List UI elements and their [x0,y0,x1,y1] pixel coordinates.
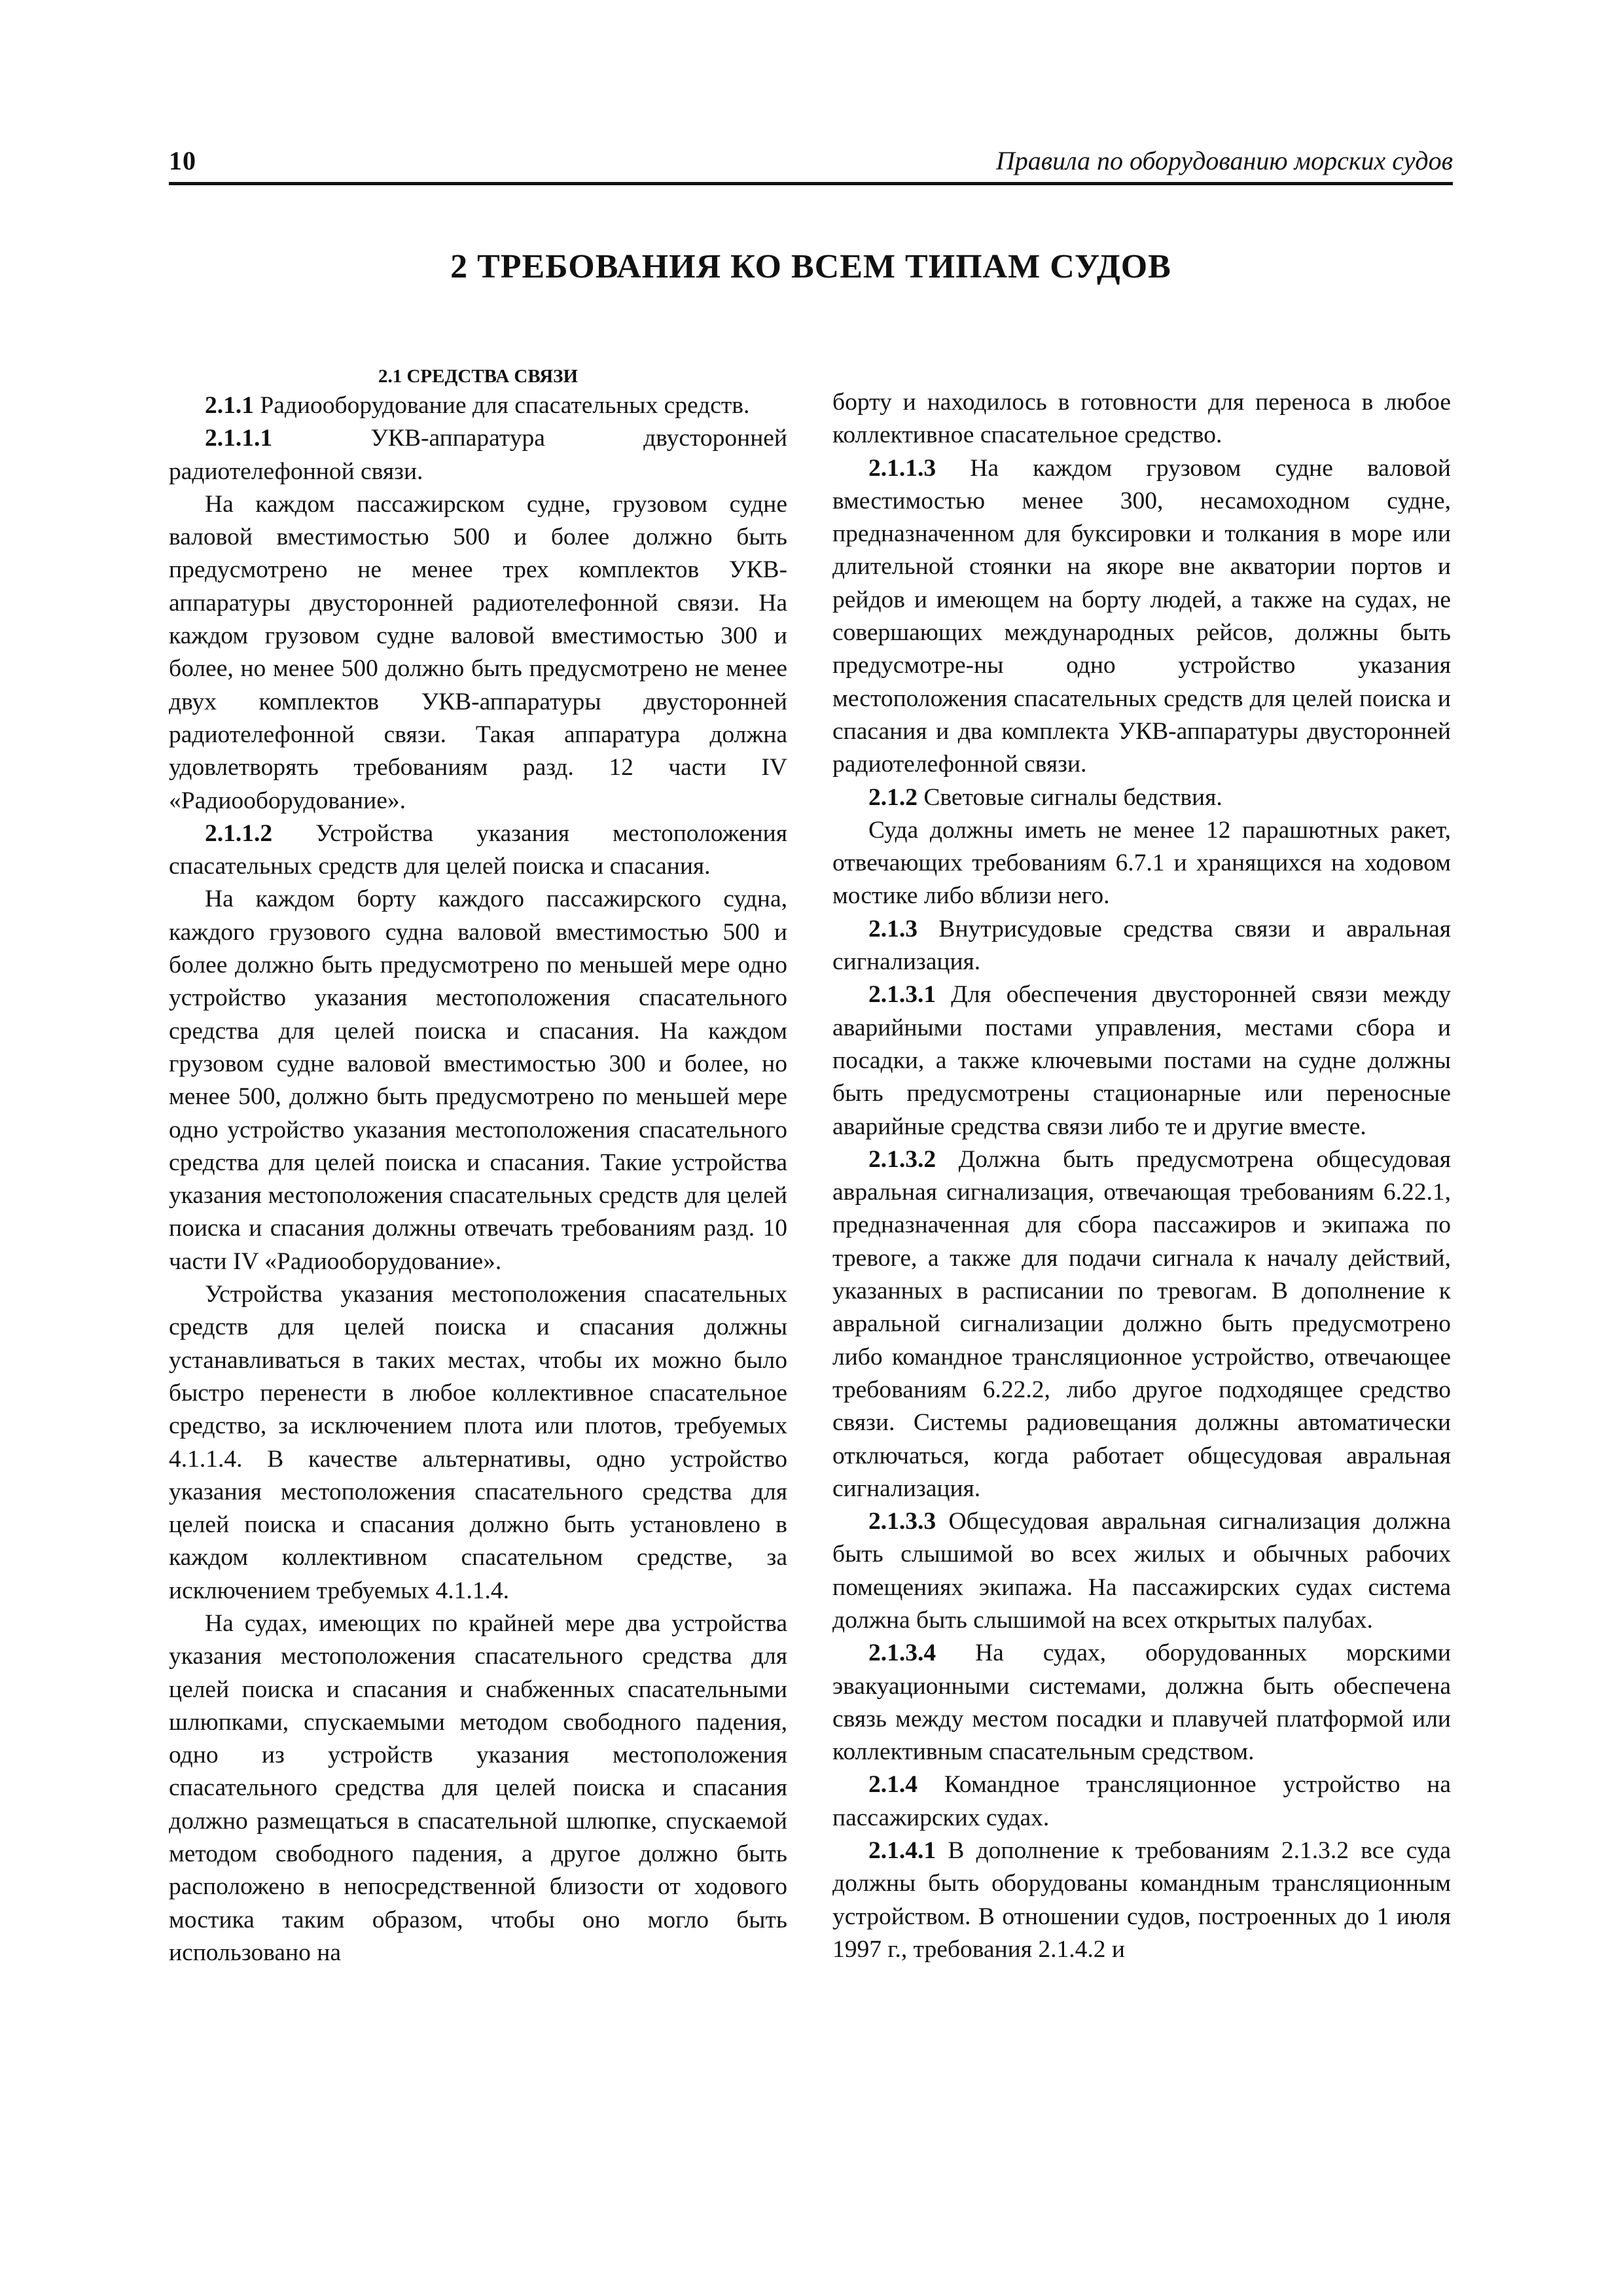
section-title: 2.1 СРЕДСТВА СВЯЗИ [378,366,579,387]
paragraph [832,781,1451,814]
clause-number: 2.1.3 [868,915,918,942]
clause-text: Внутрисудовые средства связи и авральная сигнализация. [832,915,1451,976]
clause-number: 2.1.3.3 [868,1508,936,1535]
paragraph [832,452,1451,781]
paragraph [832,913,1451,979]
clause-text: Световые сигналы бедствия. [918,783,1222,811]
clause-number: 2.1.3.1 [868,981,936,1009]
clause-number: 2.1.1.2 [205,819,273,847]
clause-text: Должна быть предусмотрена общесудовая авральная сигнализация, отвечающая требованиям 6.22.1, предназначенная для сбора пассажиров и экипажа по тревоге, а также для подачи сигнала к началу действий, указанных в расписании по тревогам. В дополнение к авральной сигнализации должно быть предусмотрено либо командное трансляционное устройство, отвечающее требованиям 6.22.2, либо другое подходящее средство связи. Системы радиовещания должны автоматически отключаться, когда работает общесудовая авральная сигнализация. [832,1145,1451,1502]
paragraph: На судах, имеющих по крайней мере два устройства указания местоположения спасательного средства для целей поиска и спасания и снабженных спасательными шлюпками, спускаемыми методом свободного падения, одно из устройств указания местоположения спасательного средства для целей поиска и спасания должно размещаться в спасательной шлюпке, спускаемой методом свободного падения, а другое должно быть расположено в непосредственной близости от ходового мостика таким образом, чтобы оно могло быть использовано на [169,1609,787,1966]
clause-text: Устройства указания местоположения спасательных средств для целей поиска и спасания. [169,819,787,880]
clause-number: 2.1.4 [868,1771,918,1799]
clause-text: Радиооборудование для спасательных средств. [254,392,750,419]
left-column [169,363,787,1969]
clause-text: В дополнение к требованиям 2.1.3.2 все суда должны быть оборудованы командным трансляционным устройством. В отношении судов, построенных до 1 июля 1997 г., требования 2.1.4.2 и [832,1837,1451,1963]
clause-number: 2.1.1.3 [868,454,936,482]
paragraph [832,1637,1451,1768]
running-title: Правила по оборудованию морских судов [995,146,1453,175]
paragraph [169,389,787,422]
paragraph [169,422,787,488]
paragraph [832,1505,1451,1637]
paragraph: Суда должны иметь не менее 12 парашютных ракет, отвечающих требованиям 6.7.1 и хранящихся на ходовом мостике либо вблизи него. [832,816,1451,910]
clause-text: УКВ-аппаратура двусторонней радиотелефонной связи. [169,425,787,485]
running-header [169,143,1453,185]
clause-text: Командное трансляционное устройство на пассажирских судах. [832,1771,1451,1831]
paragraph [169,817,787,884]
paragraph [832,1143,1451,1505]
chapter-title: 2 ТРЕБОВАНИЯ КО ВСЕМ ТИПАМ СУДОВ [450,248,1171,285]
clause-text: На судах, оборудованных морскими эвакуационными системами, должна быть обеспечена связь между местом посадки и плавучей платформой или коллективным спасательным средством. [832,1640,1451,1766]
paragraph [832,1835,1451,1966]
clause-number: 2.1.1.1 [205,425,273,452]
paragraph: На каждом борту каждого пассажирского судна, каждого грузового судна валовой вместимостью 500 и более должно быть предусмотрено по меньшей мере одно устройство указания местоположения спасательного средства для целей поиска и спасания. На каждом грузовом судне валовой вместимостью 300 и более, но менее 500, должно быть предусмотрено по меньшей мере одно устройство указания местоположения спасательного средства для целей поиска и спасания. Такие устройства указания местоположения спасательных средств для целей поиска и спасания должны отвечать требованиям разд. 10 части IV «Радиооборудование». [169,886,787,1275]
paragraph: Устройства указания местоположения спасательных средств для целей поиска и спасания должны устанавливаться в таких местах, чтобы их можно было быстро перенести в любое коллективное спасательное средство, за исключением плота или плотов, требуемых 4.1.1.4. В качестве альтернативы, одно устройство указания местоположения спасательного средства для целей поиска и спасания должно быть установлено в каждом коллективном спасательном средстве, за исключением требуемых 4.1.1.4. [169,1281,787,1604]
paragraph [832,978,1451,1143]
paragraph [832,1768,1451,1835]
page-number: 10 [169,146,196,175]
paragraph: борту и находилось в готовности для переноса в любое коллективное спасательное средство. [832,389,1451,449]
clause-number: 2.1.1 [205,392,254,419]
paragraph: На каждом пассажирском судне, грузовом судне валовой вместимостью 500 и более должно быть предусмотрено не менее трех комплектов УКВ-аппаратуры двусторонней радиотелефонной связи. На каждом грузовом судне валовой вместимостью 300 и более, но менее 500 должно быть предусмотрено не менее двух комплектов УКВ-аппаратуры двусторонней радиотелефонной связи. Такая аппаратура должна удовлетворять требованиям разд. 12 части IV «Радиооборудование». [169,490,787,814]
clause-number: 2.1.3.4 [868,1640,936,1667]
clause-text: Для обеспечения двусторонней связи между аварийными постами управления, местами сбора и посадки, а также ключевыми постами на судне должны быть предусмотрены стационарные или переносные аварийные средства связи либо те и другие вместе. [832,981,1451,1140]
clause-number: 2.1.3.2 [868,1145,936,1173]
clause-text: Общесудовая авральная сигнализация должна быть слышимой во всех жилых и обычных рабочих помещениях экипажа. На пассажирских судах система должна быть слышимой на всех открытых палубах. [832,1508,1451,1634]
right-column [832,386,1451,1966]
clause-number: 2.1.2 [868,783,918,811]
clause-text: На каждом грузовом судне валовой вместимостью менее 300, несамоходном судне, предназначенном для буксировки и толкания в море или длительной стоянки на якоре вне акватории портов и рейдов и имеющем на борту людей, а также на судах, не совершающих международных рейсов, должны быть предусмотре-ны одно устройство указания местоположения спасательных средств для целей поиска и спасания и два комплекта УКВ-аппаратуры двусторонней радиотелефонной связи. [832,454,1451,778]
clause-number: 2.1.4.1 [868,1837,936,1865]
